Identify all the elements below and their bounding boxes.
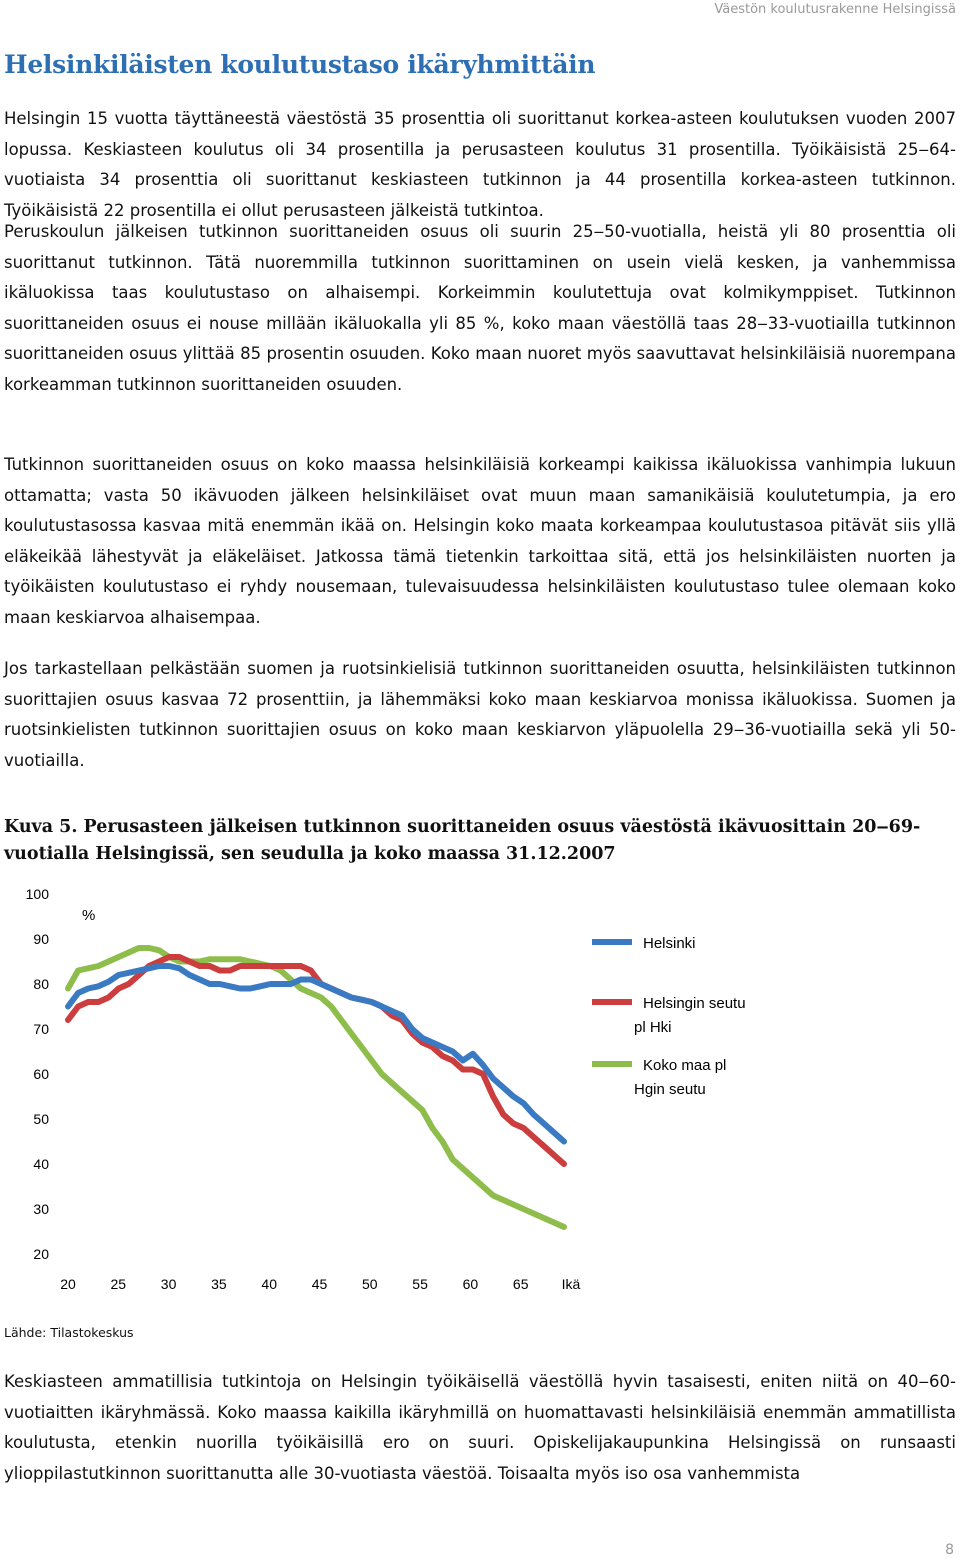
- x-tick-label: 45: [311, 1276, 328, 1292]
- paragraph-2: Peruskoulun jälkeisen tutkinnon suorittaneiden osuus oli suurin 25‒50-vuotialla, heistä yli 80 prosenttia oli suorittanut tutkinnon. Tätä nuoremmilla tutkinnon suorittaminen on usein vielä kesken, ja vanhemmissa ikäluokissa taas koulutustaso on alhaisempi. Korkeimmin koulutettuja ovat kolmikymppiset. Tutkinnon suorittaneiden osuus ei nouse millään ikäluokalla yli 85 %, koko maan väestöllä taas 28‒33-vuotiailla tutkinnon suorittaneiden osuus ylittää 85 prosentin osuuden. Koko maan nuoret myös saavuttavat helsinkiläisiä nuorempana korkeamman tutkinnon suorittaneiden osuuden.: [4, 222, 956, 394]
- paragraph-5: Keskiasteen ammatillisia tutkintoja on Helsingin työikäisellä väestöllä hyvin tasaisesti, eniten niitä on 40‒60-vuotiaitten ikäryhmässä. Koko maassa kaikilla ikäryhmillä on huomattavasti helsinkiläisiä enemmän ammatillista koulutusta, etenkin nuorilla työikäisillä ero on suuri. Opiskelijakaupunkina Helsingissä on runsaasti ylioppilastutkinnon suorittanutta alle 30-vuotiasta väestöä. Toisaalta myös iso osa vanhemmista: [4, 1372, 956, 1483]
- x-tick-label: Ikä: [561, 1276, 581, 1292]
- figure-caption: Kuva 5. Perusasteen jälkeisen tutkinnon suorittaneiden osuus väestöstä ikävuosittain 20‒69-vuotialla Helsingissä, sen seudulla ja koko maassa 31.12.2007: [4, 817, 921, 864]
- paragraph-4: Jos tarkastellaan pelkästään suomen ja ruotsinkielisiä tutkinnon suorittaneiden osuutta, helsinkiläisten tutkinnon suorittajien osuus kasvaa 72 prosenttiin, ja lähemmäksi koko maan keskiarvoa monissa ikäluokissa. Suomen ja ruotsinkielisten tutkinnon suorittajien osuus on koko maan keskiarvon yläpuolella 29‒36-vuotiailla sekä yli 50-vuotiailla.: [4, 659, 956, 770]
- y-tick-label: 100: [25, 886, 49, 902]
- x-tick-label: 20: [60, 1276, 76, 1292]
- x-tick-label: 25: [110, 1276, 127, 1292]
- x-tick-label: 40: [261, 1276, 277, 1292]
- x-tick-label: 60: [462, 1276, 479, 1292]
- x-tick-label: 50: [362, 1276, 378, 1292]
- legend-label-2: Koko maa pl Hgin seutu: [634, 1057, 727, 1098]
- y-tick-label: 50: [33, 1111, 49, 1127]
- series-line-1: [68, 957, 564, 1164]
- y-tick-label: 40: [33, 1156, 49, 1172]
- x-tick-label: 35: [211, 1276, 227, 1292]
- paragraph-1: Helsingin 15 vuotta täyttäneestä väestöstä 35 prosenttia oli suorittanut korkea-asteen koulutuksen vuoden 2007 lopussa. Keskiasteen koulutus oli 34 prosentilla ja perusasteen koulutus 31 prosentilla. Työikäisistä 25‒64-vuotiaista 34 prosenttia oli suorittanut keskiasteen tutkinnon ja 44 prosentilla korkea-asteen tutkinnon. Työikäisistä 22 prosentilla ei ollut perusasteen jälkeistä tutkintoa.: [4, 109, 956, 220]
- y-axis: [26, 886, 50, 1262]
- y-tick-label: 90: [33, 931, 49, 947]
- line-chart: [0, 878, 960, 1308]
- series-lines: [68, 948, 564, 1227]
- x-tick-label: 30: [160, 1276, 177, 1292]
- y-tick-label: 70: [33, 1021, 49, 1037]
- x-tick-label: 55: [412, 1276, 428, 1292]
- page-title: Helsinkiläisten koulutustaso ikäryhmittäin: [4, 50, 596, 79]
- y-axis-label: %: [82, 907, 96, 924]
- y-tick-label: 60: [33, 1066, 49, 1082]
- figure-source: Lähde: Tilastokeskus: [4, 1325, 134, 1340]
- legend: [592, 935, 746, 1098]
- legend-label-1: Helsingin seutu pl Hki: [634, 995, 746, 1036]
- y-tick-label: 30: [33, 1201, 49, 1217]
- paragraph-3: Tutkinnon suorittaneiden osuus on koko maassa helsinkiläisiä korkeampi kaikissa ikäluokissa vanhimpia lukuun ottamatta; vasta 50 ikävuoden jälkeen helsinkiläiset ovat muun maan samanikäisiä koulutetumpia, ja ero koulutustasossa kasvaa mitä enemmän ikää on. Helsingin koko maata korkeampaa koulutustasoa pitävät siis yllä eläkeikää lähestyvät ja eläkeläiset. Jatkossa tämä tietenkin tarkoittaa sitä, että jos helsinkiläisten nuorten ja työikäisten koulutustaso ei ryhdy nousemaan, tulevaisuudessa helsinkiläisten koulutustaso tulee olemaan koko maan keskiarvoa alhaisempaa.: [4, 455, 956, 627]
- legend-label-0: Helsinki: [643, 935, 696, 952]
- x-axis: [60, 1276, 580, 1292]
- y-tick-label: 80: [33, 976, 49, 992]
- y-tick-label: 20: [33, 1246, 49, 1262]
- page-number: 8: [945, 1542, 954, 1558]
- running-header: Väestön koulutusrakenne Helsingissä: [714, 2, 956, 17]
- x-tick-label: 65: [512, 1276, 529, 1292]
